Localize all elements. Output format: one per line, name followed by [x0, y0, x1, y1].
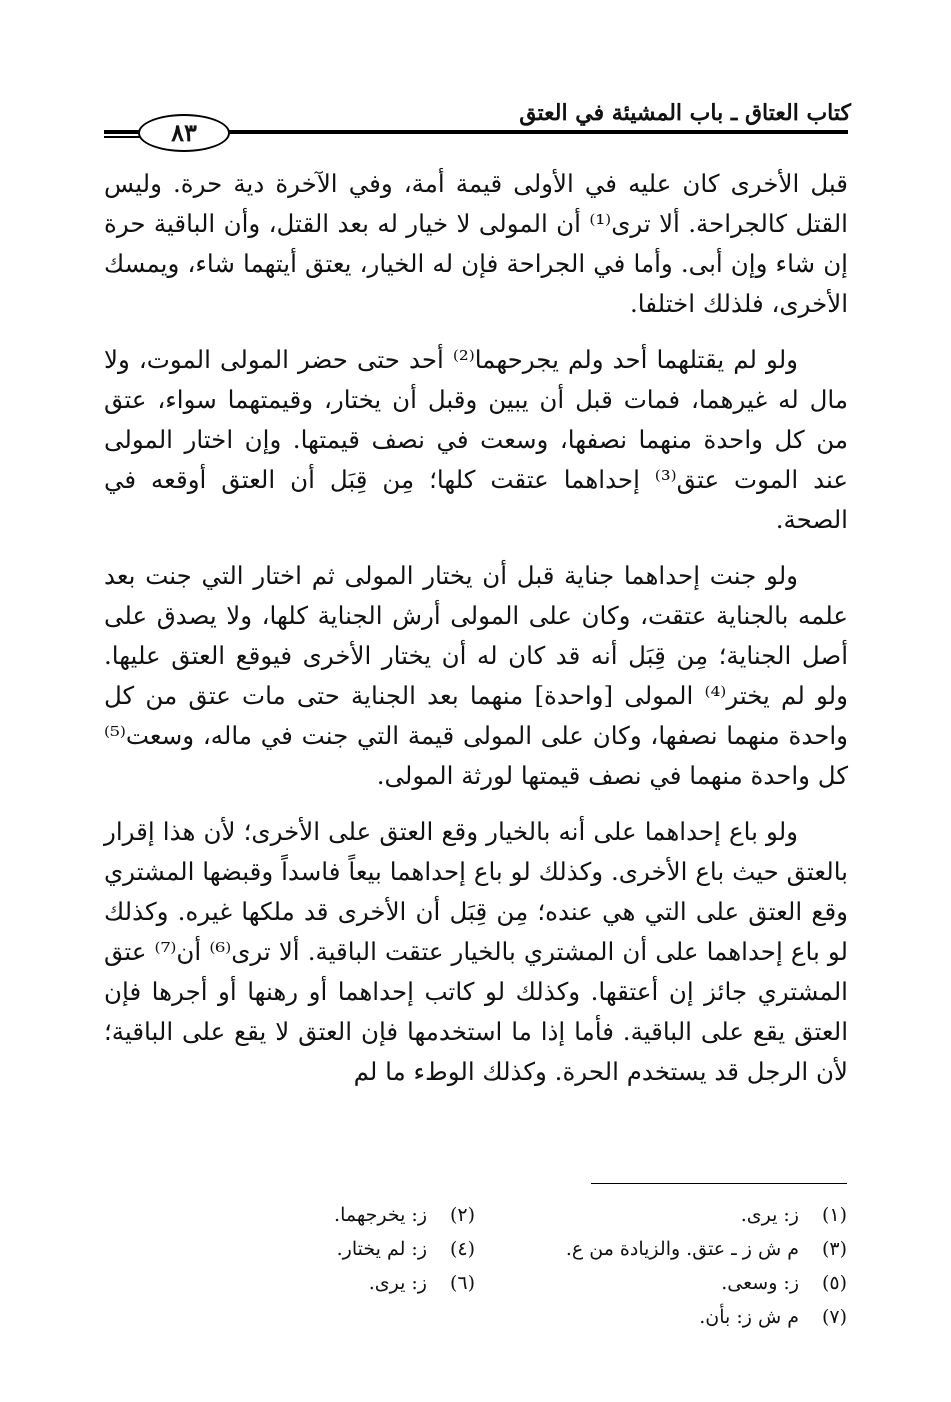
footnote-number: (٣) [821, 1238, 847, 1260]
footnotes [103, 1198, 847, 1334]
footnote-text: ز: لم يختار. [336, 1238, 427, 1260]
paragraph: ولو باع إحداهما على أنه بالخيار وقع العتق على الأخرى؛ لأن هذا إقرار بالعتق حيث باع الأخرى. وكذلك لو باع إحداهما بيعاً فاسداً وقبضها المشتري وقع العتق على التي هي عنده؛ مِن قِبَل أن الأخرى قد ملكها غيره. وكذلك لو باع إحداهما على أن المشتري بالخيار عتقت الباقية. ألا ترى⁽⁶⁾ أن⁽⁷⁾ عتق المشتري جائز إن أعتقها. وكذلك لو كاتب إحداهما أو رهنها أو أجرها فإن العتق يقع على الباقية. فأما إذا ما استخدمها فإن العتق لا يقع على الباقية؛ لأن الرجل قد يستخدم الحرة. وكذلك الوطء ما لم [104, 817, 848, 1086]
footnote-separator [591, 1183, 847, 1184]
footnote-number: (٢) [449, 1204, 475, 1226]
footnote [103, 1198, 475, 1232]
footnote-number: (٥) [821, 1272, 847, 1294]
footnote-text: ز: يرى. [368, 1272, 427, 1294]
footnote-text: ز: يخرجهما. [334, 1204, 427, 1226]
footnote [475, 1232, 847, 1266]
chapter-title: كتاب العتاق ـ باب المشيئة في العتق [519, 100, 851, 126]
paragraph: قبل الأخرى كان عليه في الأولى قيمة أمة، وفي الآخرة دية حرة. وليس القتل كالجراحة. ألا ترى⁽¹⁾ أن المولى لا خيار له بعد القتل، وأن الباقية حرة إن شاء وإن أبى. وأما في الجراحة فإن له الخيار، يعتق أيتهما شاء، ويمسك الأخرى، فلذلك اختلفا. [104, 169, 848, 318]
footnote-number: (٦) [449, 1272, 475, 1294]
footnote [475, 1198, 847, 1232]
footnote [475, 1266, 847, 1300]
footnote-text: م ش ز ـ عتق. والزيادة من ع. [565, 1238, 799, 1260]
footnote-text: ز: وسعى. [721, 1272, 799, 1294]
body-text [104, 164, 848, 1108]
page-number: ٨٣ [138, 114, 230, 152]
footnote-text: م ش ز: بأن. [699, 1306, 799, 1328]
footnote-number: (٧) [821, 1306, 847, 1328]
footnote-text: ز: يرى. [740, 1204, 799, 1226]
footnote [103, 1266, 475, 1300]
footnote [475, 1300, 847, 1334]
footnote-number: (١) [821, 1204, 847, 1226]
paragraph: ولو لم يقتلهما أحد ولم يجرحهما⁽²⁾ أحد حتى حضر المولى الموت، ولا مال له غيرهما، فمات قبل أن يبين وقبل أن يختار، وقيمتهما سواء، عتق من كل واحدة منهما نصفها، وسعت في نصف قيمتها. وإن اختار المولى عند الموت عتق⁽³⁾ إحداهما عتقت كلها؛ مِن قِبَل أن العتق أوقعه في الصحة. [104, 345, 848, 534]
footnote [103, 1232, 475, 1266]
paragraph: ولو جنت إحداهما جناية قبل أن يختار المولى ثم اختار التي جنت بعد علمه بالجناية عتقت، وكان على المولى أرش الجناية كلها، ولا يصدق على أصل الجناية؛ مِن قِبَل أنه قد كان له أن يختار الأخرى فيوقع العتق عليها. ولو لم يختر⁽⁴⁾ المولى [واحدة] منهما بعد الجناية حتى مات عتق من كل واحدة منهما نصفها، وكان على المولى قيمة التي جنت في ماله، وسعت⁽⁵⁾ كل واحدة منهما في نصف قيمتها لورثة المولى. [104, 561, 848, 790]
footnote-number: (٤) [449, 1238, 475, 1260]
